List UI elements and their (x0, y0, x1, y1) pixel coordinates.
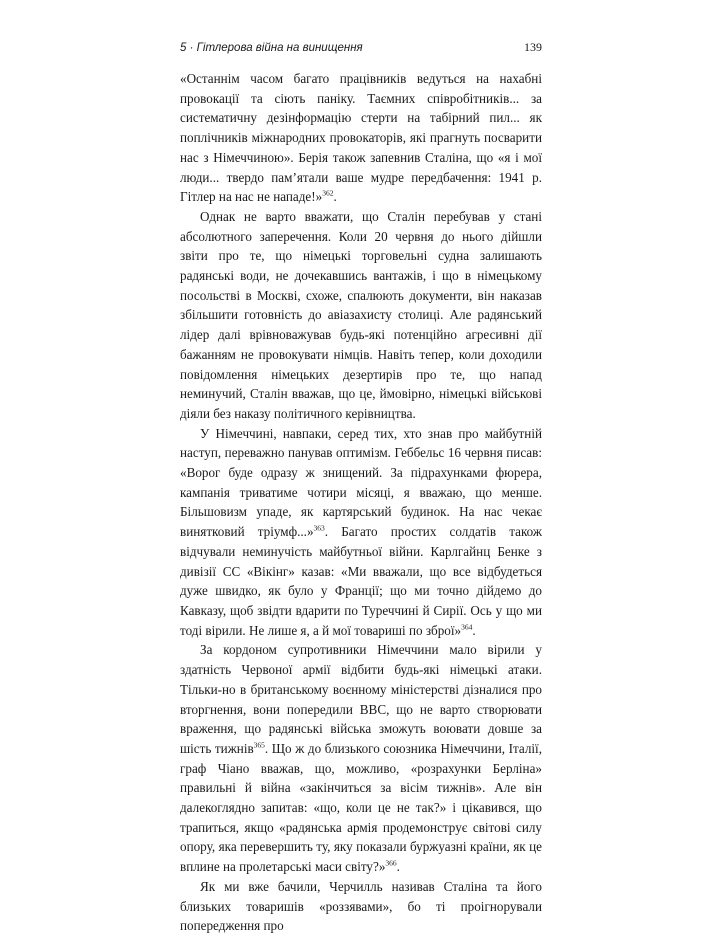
paragraph-text: «Останнім часом багато працівників ведуться на нахабні провокації та сіють паніку. Таємних співробітників... за систематичну дезінформацію стерти на табірний пил... як поплічників міжнародних провокаторів, які прагнуть посварити нас з Німеччиною». Берія також запевнив Сталіна, що «я і мої люди... твердо пам’ятали ваше мудре передбачення: 1941 р. Гітлер на нас не нападе!» (180, 71, 542, 205)
chapter-title: Гітлерова війна на винищення (196, 42, 363, 54)
paragraph (180, 424, 542, 641)
footnote-ref[interactable]: 365 (253, 740, 265, 750)
paragraph (180, 640, 542, 876)
footnote-ref[interactable]: 364 (461, 622, 473, 632)
paragraph-text: Однак не варто вважати, що Сталін перебував у стані абсолютного заперечення. Коли 20 червня до нього дійшли звіти про те, що німецькі торговельні судна залишають радянські води, не дочекавшись вантажів, і що в німецькому посольстві в Москві, схоже, спалюють документи, він наказав збільшити готовність до авіазахисту столиці. Але радянський лідер далі врівноважував будь-які потенційно агресивні дії бажанням не провокувати німців. Навіть тепер, коли доходили повідомлення німецьких дезертирів про те, що напад неминучий, Сталін вважав, що це, ймовірно, німецькі військові діяли без наказу політичного керівництва. (180, 208, 542, 421)
chapter-separator: · (186, 42, 197, 54)
paragraph-text: . Що ж до близького союзника Німеччини, Італії, граф Чіано вважав, що, можливо, «розрахунки Берліна» правильні й війна «закінчиться за вісім тижнів». Але він далекоглядно запитав: «що, коли це не так?» і цікавився, що трапиться, якщо «радянська армія продемонструє світові силу опору, яка перевершить ту, яку показали буржуазні країни, як це вплине на пролетарські маси світу?» (180, 740, 542, 875)
paragraph-text: У Німеччині, навпаки, серед тих, хто знав про майбутній наступ, переважно панував оптимізм. Геббельс 16 червня писав: «Ворог буде одразу ж знищений. За підрахунками фюрера, кампанія триватиме чотири місяці, я вважаю, що менше. Більшовизм упаде, як картярський будинок. На нас чекає винятковий тріумф...» (180, 425, 542, 540)
paragraph (180, 207, 542, 424)
paragraph-text: . (472, 622, 476, 638)
footnote-ref[interactable]: 366 (385, 858, 397, 868)
footnote-ref[interactable]: 362 (322, 188, 334, 198)
body-text (180, 69, 542, 936)
chapter-heading (180, 42, 363, 54)
footnote-ref[interactable]: 363 (313, 523, 325, 533)
paragraph-text: . Багато простих солдатів також відчували неминучість майбутньої війни. Карлгайнц Бенке з дивізії СС «Вікінг» казав: «Ми вважали, що все відбудеться дуже швидко, як було у Франції; що ми точно дійдемо до Кавказу, щоб звідти вдарити по Туреччині й Сирії. Ось у що ми тоді вірили. Не лише я, а й мої товариші по зброї» (180, 524, 542, 638)
paragraph-text: За кордоном супротивники Німеччини мало вірили у здатність Червоної армії відбити будь-які німецькі атаки. Тільки-но в британському воєнному міністерстві дізналися про вторгнення, вони попередили BBC, що не варто створювати враження, що радянські війська зможуть воювати довше за шість тижнів (180, 642, 542, 756)
paragraph (180, 69, 542, 207)
chapter-number: 5 (180, 42, 187, 54)
page-number: 139 (524, 40, 542, 54)
paragraph-text: . (396, 859, 400, 875)
running-head (180, 40, 542, 55)
paragraph-text: Як ми вже бачили, Черчилль називав Сталіна та його близьких товаришів «роззявами», бо ті проігнорували попередження про (180, 878, 542, 934)
paragraph-text: . (333, 189, 337, 205)
paragraph (180, 877, 542, 936)
